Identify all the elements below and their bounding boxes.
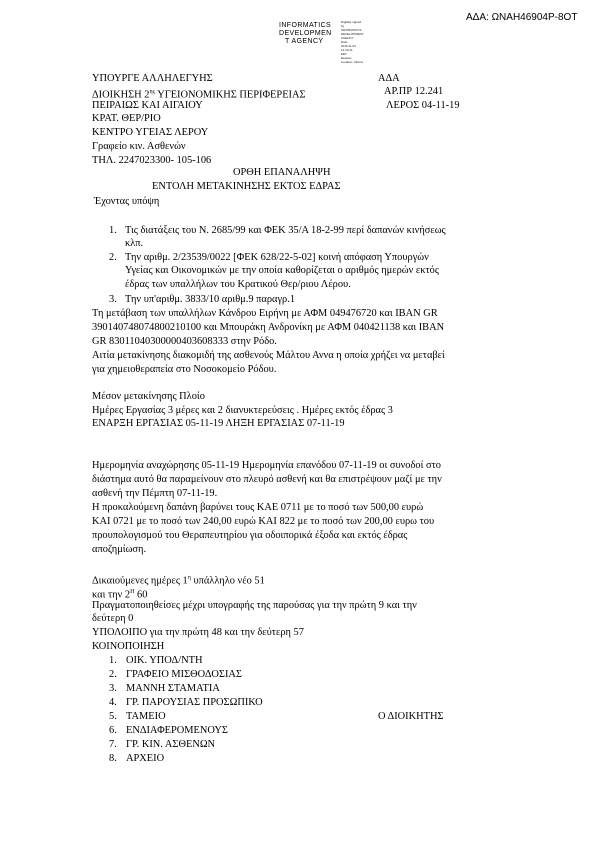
consideration-num-1: 1.: [109, 225, 117, 236]
consideration-num-3: 3.: [109, 294, 117, 305]
start-end: ΕΝΑΡΞΗ ΕΡΓΑΣΙΑΣ 05-11-19 ΛΗΞΗ ΕΡΓΑΣΙΑΣ 07-11-19: [92, 418, 345, 429]
body1-line-3: GR 83011040300000403608333 στην Ρόδο.: [92, 336, 277, 347]
remaining: ΥΠΟΛΟΙΠΟ για την πρώτη 48 και την δεύτερη 57: [92, 627, 304, 638]
body1-line-1: Τη μετάβαση των υπαλλήλων Κάνδρου Ειρήνη με ΑΦΜ 049476720 και IBAN GR: [92, 308, 438, 319]
consideration-2-line-3: έδρας των υπαλλήλων του Κρατικού Θερ/ριου Λέρου.: [125, 279, 351, 290]
recipient-item: ΤΑΜΕΙΟ: [126, 711, 166, 722]
director-signature: Ο ΔΙΟΙΚΗΤΗΣ: [378, 711, 444, 722]
recipient-num: 8.: [109, 753, 117, 764]
body2-line-5: ΚΑΙ 0721 με το ποσό των 240,00 ευρώ ΚΑΙ 822 με το ποσό των 200,00 ευρω του: [92, 516, 435, 527]
body1-line-5: για χημειοθεραπεία στο Νοσοκομείο Ρόδου.: [92, 364, 277, 375]
administration: ΔΙΟΙΚΗΣΗ $2^{\eta\varsigma}$ ΥΓΕΙΟΝΟΜΙΚΗΣ ΠΕΡΙΦΕΡΕΙΑΣ: [92, 89, 306, 101]
logo-line-2: DEVELOPMEN: [279, 30, 332, 37]
koinopoiisi-heading: ΚΟΙΝΟΠΟΙΗΣΗ: [92, 641, 165, 652]
recipient-item: ΓΡ. ΠΑΡΟΥΣΙΑΣ ΠΡΟΣΩΠΙΚΟ: [126, 697, 263, 708]
recipient-num: 3.: [109, 683, 117, 694]
means-of-travel: Μέσον μετακίνησης Πλοίο: [92, 391, 205, 402]
recipient-item: ΜΑΝΝΗ ΣΤΑΜΑΤΙΑ: [126, 683, 220, 694]
logo-line-3: T AGENCY: [285, 38, 324, 45]
protocol-number: ΑΡ.ΠΡ 12.241: [384, 86, 444, 97]
consideration-2-line-1: Την αριθμ. 2/23539/0022 [ΦΕΚ 628/22-5-02] κοινή απόφαση Υπουργών: [125, 252, 429, 263]
phone: ΤΗΛ. 2247023300- 105-106: [92, 155, 212, 166]
recipient-item: ΑΡΧΕΙΟ: [126, 753, 165, 764]
title-repeat: ΟΡΘΗ ΕΠΑΝΑΛΗΨΗ: [233, 167, 331, 178]
realized-line-2: δεύτερη 0: [92, 613, 134, 624]
signature-details: Digitally signed by INFORMATICS DEVELOPMENT AGENCY Date: 2019.11.04 12:10:41 EET Reason: Location: Athens: [341, 20, 364, 64]
recipient-num: 6.: [109, 725, 117, 736]
days-first: Δικαιούμενες ημέρες $1^\eta$ υπάλληλο νέο 51: [92, 575, 265, 587]
consideration-num-2: 2.: [109, 252, 117, 263]
ada-number: ΑΔΑ: ΩΝΑΗ46904Ρ-8ΟΤ: [466, 12, 578, 23]
recipient-num: 7.: [109, 739, 117, 750]
signature-logo: [279, 20, 364, 64]
office: Γραφείο κιν. Ασθενών: [92, 141, 186, 152]
body2-line-7: αποζημίωση.: [92, 544, 147, 555]
body2-line-2: διάστημα αυτό θα παραμείνουν στο πλευρό ασθενή και θα επιστρέψουν μαζί με την: [92, 474, 442, 485]
place-date: ΛΕΡΟΣ 04-11-19: [386, 100, 460, 111]
body1-line-4: Αιτία μετακίνησης διακομιδή της ασθενούς Μάλτου Αννα η οποία χρήζει να μεταβεί: [92, 350, 445, 361]
title-order: ΕΝΤΟΛΗ ΜΕΤΑΚΙΝΗΣΗΣ ΕΚΤΟΣ ΕΔΡΑΣ: [152, 181, 341, 192]
body2-line-1: Ημερομηνία αναχώρησης 05-11-19 Ημερομηνία επανόδου 07-11-19 οι συνοδοί στο: [92, 460, 441, 471]
body2-line-3: ασθενή την Πέμπτη 07-11-19.: [92, 488, 218, 499]
days-second: και την $2^H$ 60: [92, 589, 148, 601]
body1-line-2: 39014074807480021010​0 και Μπουράκη Ανδρονίκη με ΑΦΜ 040421138 και IBAN: [92, 322, 445, 333]
consideration-2-line-2: Υγείας και Οικονομικών με την οποία καθορίζεται ο αριθμός ημερών εκτός: [125, 265, 439, 276]
recipient-num: 4.: [109, 697, 117, 708]
health-center: ΚΕΝΤΡΟ ΥΓΕΙΑΣ ΛΕΡΟΥ: [92, 127, 209, 138]
consideration-1-line-1: Τις διατάξεις του Ν. 2685/99 και ΦΕΚ 35/Α 18-2-99 περί δαπανών κινήσεως: [125, 225, 446, 236]
days-line: Ημέρες Εργασίας 3 μέρες και 2 διανυκτερεύσεις . Ημέρες εκτός έδρας 3: [92, 405, 393, 416]
having-regard: Έχοντας υπόψη: [94, 196, 160, 207]
recipient-num: 1.: [109, 655, 117, 666]
recipient-item: ΓΡΑΦΕΙΟ ΜΙΣΘΟΔΟΣΙΑΣ: [126, 669, 242, 680]
recipient-item: ΟΙΚ. ΥΠΟΔ/ΝΤΗ: [126, 655, 203, 666]
body2-line-6: προυπολογισμού του Θεραπευτηρίου για οδοιπορικά έξοδα και εκτός έδρας: [92, 530, 408, 541]
recipient-item: ΓΡ. ΚΙΝ. ΑΣΘΕΝΩΝ: [126, 739, 216, 750]
consideration-1-line-2: κλπ.: [125, 238, 144, 249]
realized-line-1: Πραγματοποιηθείσες μέχρι υπογραφής της παρούσας για την πρώτη 9 και την: [92, 600, 417, 611]
logo-line-1: INFORMATICS: [279, 22, 332, 29]
ministry: ΥΠΟΥΡΓΕ ΑΛΛΗΛΕΓΥΗΣ: [92, 73, 213, 84]
consideration-3-line-1: Την υπ'αριθμ. 3833/10 αριθμ.9 παραγρ.1: [125, 294, 296, 305]
recipient-num: 2.: [109, 669, 117, 680]
region: ΠΕΙΡΑΙΩΣ ΚΑΙ ΑΙΓΑΙΟΥ: [92, 100, 203, 111]
body2-line-4: Η προκαλούμενη δαπάνη βαρύνει τους ΚΑΕ 0711 με το ποσό των 500,00 ευρώ: [92, 502, 424, 513]
recipient-num: 5.: [109, 711, 117, 722]
recipient-item: ΕΝΔΙΑΦΕΡΟΜΕΝΟΥΣ: [126, 725, 228, 736]
sanatorium: ΚΡΑΤ. ΘΕΡ/ΡΙΟ: [92, 113, 161, 124]
ada-label: ΑΔΑ: [378, 73, 400, 84]
